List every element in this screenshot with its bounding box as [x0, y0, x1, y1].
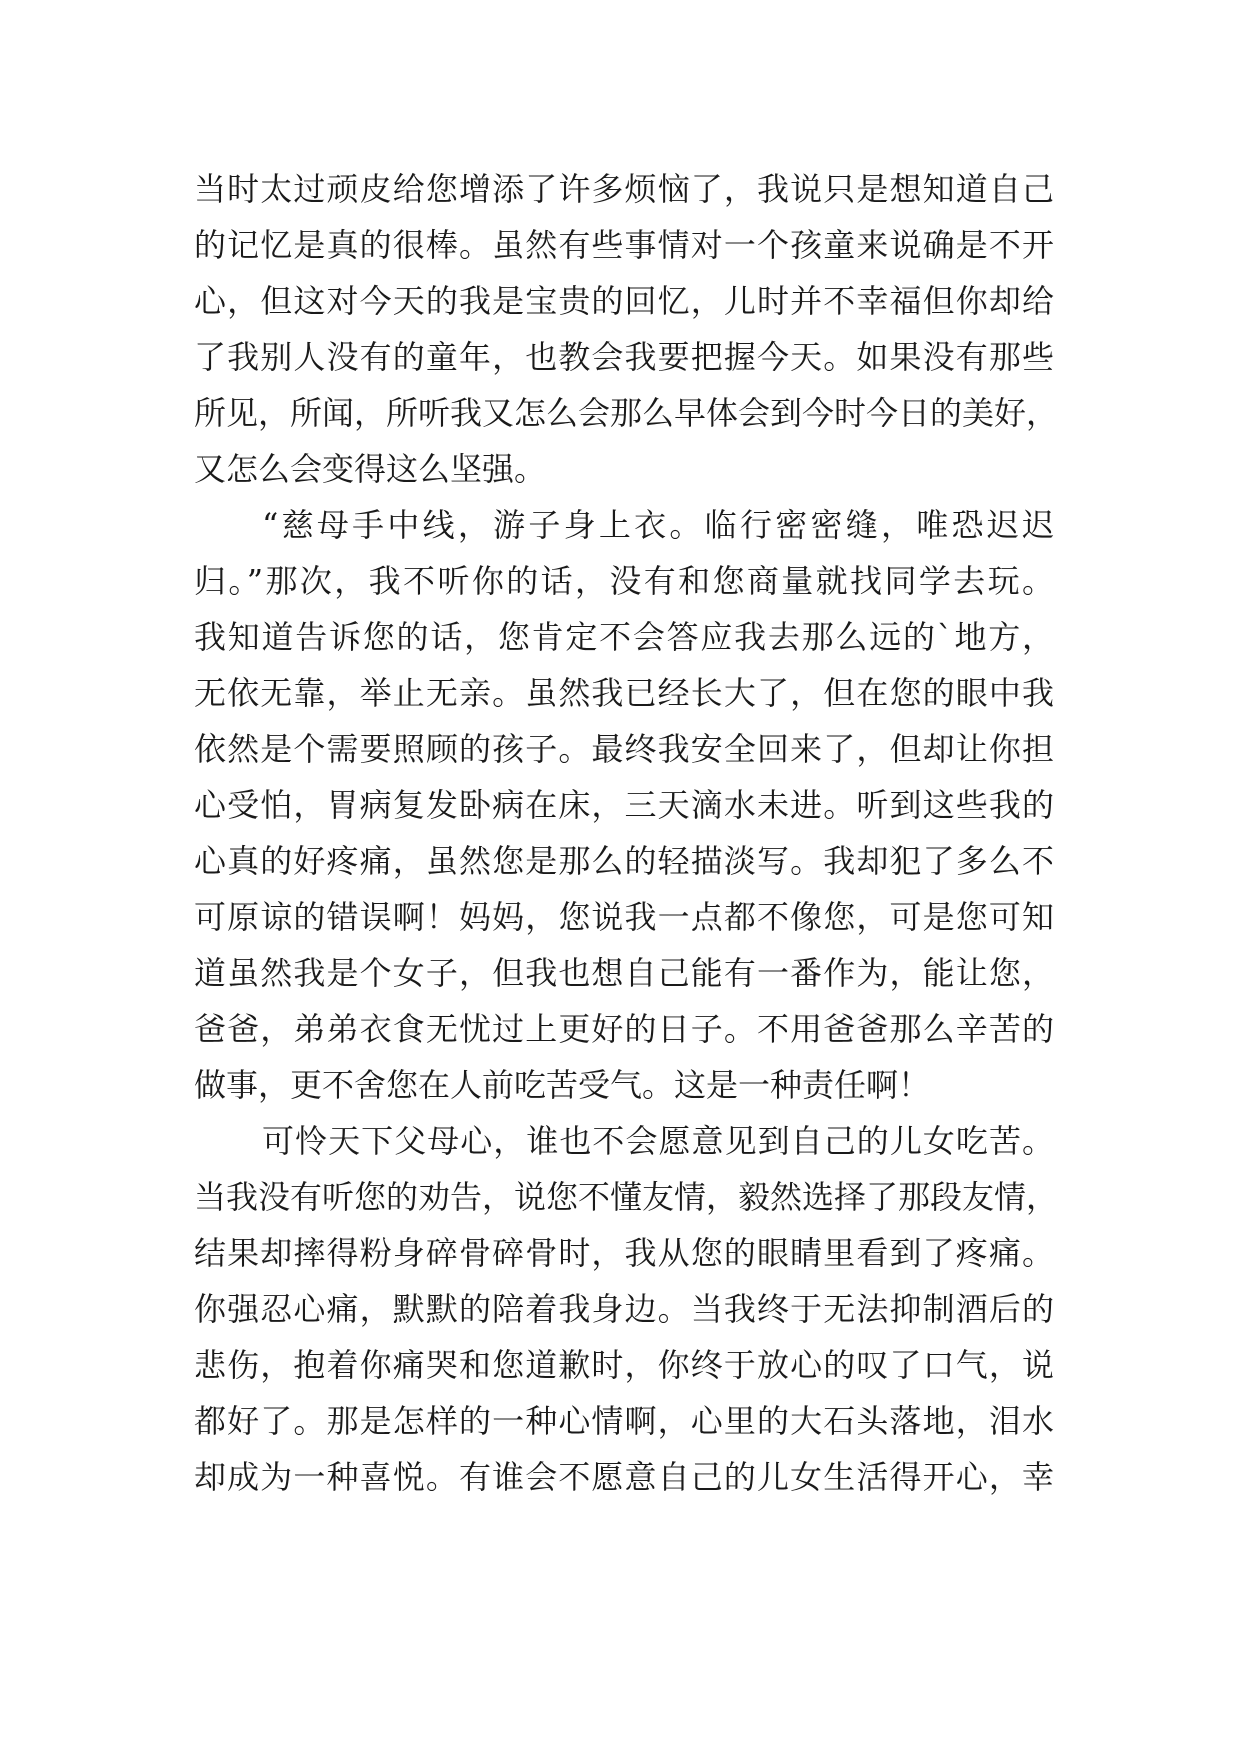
text-line: 归。”那次，我不听你的话，没有和您商量就找同学去玩。 — [194, 562, 1054, 600]
text-line: 你强忍心痛，默默的陪着我身边。当我终于无法抑制酒后的 — [194, 1290, 1054, 1328]
text-line: 又怎么会变得这么坚强。 — [194, 450, 547, 488]
text-line: 做事，更不舍您在人前吃苦受气。这是一种责任啊！ — [194, 1066, 931, 1104]
text-line: 当我没有听您的劝告，说您不懂友情，毅然选择了那段友情， — [194, 1178, 1059, 1216]
document-body — [194, 161, 1059, 1505]
text-line: 当时太过顽皮给您增添了许多烦恼了，我说只是想知道自己 — [194, 170, 1054, 208]
text-line: 悲伤，抱着你痛哭和您道歉时，你终于放心的叹了口气，说 — [194, 1346, 1054, 1384]
text-line: 所见，所闻，所听我又怎么会那么早体会到今时今日的美好， — [194, 394, 1059, 432]
text-line: 无依无靠，举止无亲。虽然我已经长大了，但在您的眼中我 — [194, 674, 1054, 712]
paragraph-3 — [194, 1113, 1059, 1505]
text-line: 我知道告诉您的话，您肯定不会答应我去那么远的`地方， — [194, 618, 1054, 656]
text-line: 依然是个需要照顾的孩子。最终我安全回来了，但却让你担 — [194, 730, 1054, 768]
text-line: 结果却摔得粉身碎骨碎骨时，我从您的眼睛里看到了疼痛。 — [194, 1234, 1054, 1272]
text-line: 都好了。那是怎样的一种心情啊，心里的大石头落地，泪水 — [194, 1402, 1054, 1440]
text-line: 可怜天下父母心，谁也不会愿意见到自己的儿女吃苦。 — [262, 1122, 1054, 1160]
text-line: 心真的好疼痛，虽然您是那么的轻描淡写。我却犯了多么不 — [194, 842, 1054, 880]
text-line: 心，但这对今天的我是宝贵的回忆，儿时并不幸福但你却给 — [194, 282, 1054, 320]
text-line: 的记忆是真的很棒。虽然有些事情对一个孩童来说确是不开 — [194, 226, 1054, 264]
text-line: 道虽然我是个女子，但我也想自己能有一番作为，能让您， — [194, 954, 1054, 992]
text-line: 心受怕，胃病复发卧病在床，三天滴水未进。听到这些我的 — [194, 786, 1054, 824]
text-line: 了我别人没有的童年，也教会我要把握今天。如果没有那些 — [194, 338, 1054, 376]
text-line: “慈母手中线，游子身上衣。临行密密缝，唯恐迟迟 — [262, 506, 1054, 544]
text-line: 却成为一种喜悦。有谁会不愿意自己的儿女生活得开心，幸 — [194, 1458, 1054, 1496]
paragraph-2 — [194, 497, 1054, 1113]
text-line: 可原谅的错误啊！妈妈，您说我一点都不像您，可是您可知 — [194, 898, 1054, 936]
text-line: 爸爸，弟弟衣食无忧过上更好的日子。不用爸爸那么辛苦的 — [194, 1010, 1054, 1048]
paragraph-1 — [194, 161, 1059, 497]
